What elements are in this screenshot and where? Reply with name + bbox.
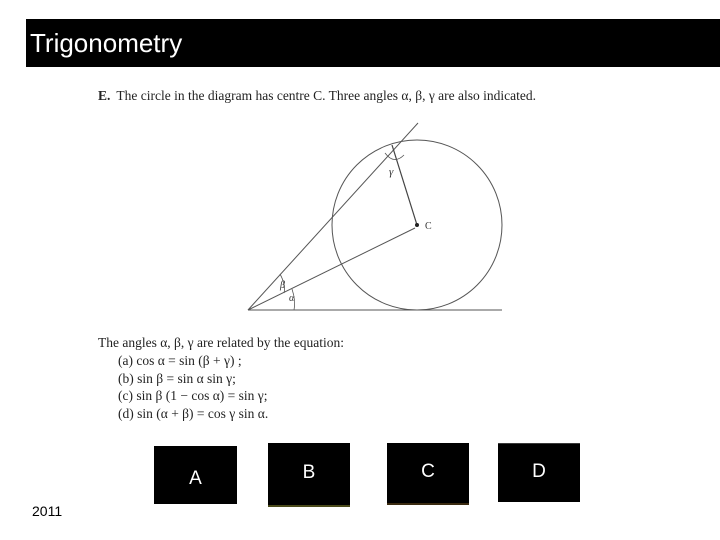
- question-label: E.: [98, 88, 111, 103]
- alpha-label: α: [289, 293, 295, 304]
- answer-button-b[interactable]: [268, 443, 350, 507]
- answer-button-a[interactable]: [154, 446, 237, 504]
- beta-label: β: [280, 280, 285, 291]
- option-b: (b) sin β = sin α sin γ;: [118, 370, 236, 386]
- circle-diagram: [240, 115, 510, 320]
- answer-label-c: C: [421, 461, 435, 482]
- answer-label-b: B: [302, 462, 316, 483]
- option-a: (a) cos α = sin (β + γ) ;: [118, 353, 242, 368]
- answer-label-d: D: [532, 461, 546, 482]
- options-list: [118, 352, 268, 422]
- tangent-line: [248, 228, 415, 310]
- equation-prompt: The angles α, β, γ are related by the equation:: [98, 335, 344, 350]
- year-label: 2011: [32, 503, 63, 519]
- answer-button-c[interactable]: [387, 443, 469, 505]
- answer-label-a: A: [189, 468, 202, 489]
- secant-line: [248, 123, 418, 310]
- answer-button-d[interactable]: [498, 443, 580, 502]
- question-body: The circle in the diagram has centre C. Three angles α, β, γ are also indicated.: [116, 88, 537, 103]
- title-bar: [26, 19, 720, 67]
- question-text: [98, 88, 536, 104]
- centre-point: [415, 223, 419, 227]
- option-c: (c) sin β (1 − cos α) = sin γ;: [118, 388, 268, 403]
- gamma-label: γ: [389, 166, 394, 178]
- slide-title: Trigonometry: [30, 28, 183, 58]
- radius-line: [392, 145, 417, 225]
- option-d: (d) sin (α + β) = cos γ sin α.: [118, 405, 269, 421]
- centre-label: C: [425, 221, 432, 232]
